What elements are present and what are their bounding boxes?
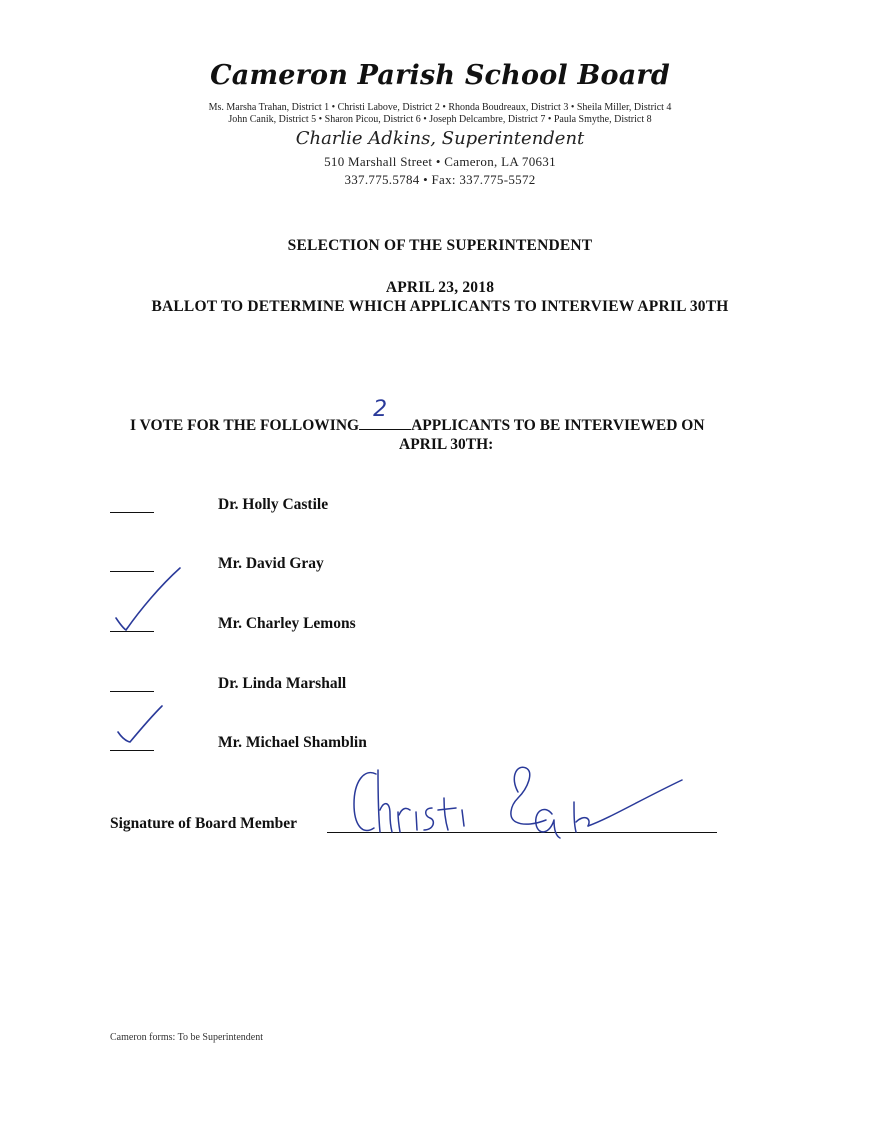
candidate-name: Dr. Linda Marshall — [218, 675, 347, 692]
address: 510 Marshall Street • Cameron, LA 70631 — [324, 154, 556, 169]
candidate-row-shamblin — [110, 734, 710, 754]
superintendent-name: Charlie Adkins, Superintendent — [295, 128, 585, 149]
board-members-line-1: Ms. Marsha Trahan, District 1 • Christi Labove, District 2 • Rhonda Boudreaux, District 3 • Sheila Miller, District 4 — [208, 102, 672, 113]
check-mark-icon — [110, 566, 190, 646]
candidate-name: Mr. Charley Lemons — [218, 615, 356, 632]
ballot-date: APRIL 23, 2018 — [385, 279, 495, 296]
signature-label: Signature of Board Member — [110, 815, 297, 832]
board-members-line-2: John Canik, District 5 • Sharon Picou, District 6 • Joseph Delcambre, District 7 • Paula Smythe, District 8 — [228, 114, 652, 125]
candidate-row-marshall — [110, 675, 710, 695]
vote-count-handwritten: 2 — [373, 397, 388, 422]
candidate-name: Mr. Michael Shamblin — [218, 734, 367, 751]
vote-instruction-line-2: APRIL 30TH: — [399, 436, 494, 453]
candidate-row-gray — [110, 555, 710, 575]
candidate-row-lemons — [110, 615, 710, 635]
organization-name: Cameron Parish School Board — [210, 60, 670, 91]
vote-prefix: I VOTE FOR THE FOLLOWING — [130, 417, 360, 434]
vote-count-field[interactable] — [359, 397, 411, 430]
ballot-title: SELECTION OF THE SUPERINTENDENT — [287, 237, 593, 254]
handwritten-signature — [340, 760, 700, 850]
candidate-check-field[interactable] — [110, 512, 154, 513]
check-mark-icon — [110, 700, 190, 780]
phone-fax: 337.775.5784 • Fax: 337.775-5572 — [344, 172, 536, 187]
vote-instruction — [130, 397, 705, 435]
candidate-check-field[interactable] — [110, 691, 154, 692]
footer-note: Cameron forms: To be Superintendent — [110, 1032, 263, 1043]
vote-suffix: APPLICANTS TO BE INTERVIEWED ON — [411, 417, 705, 434]
candidate-name: Dr. Holly Castile — [218, 496, 329, 513]
candidate-row-castile — [110, 496, 710, 516]
candidate-name: Mr. David Gray — [218, 555, 324, 572]
ballot-subtitle: BALLOT TO DETERMINE WHICH APPLICANTS TO INTERVIEW APRIL 30TH — [151, 298, 729, 315]
